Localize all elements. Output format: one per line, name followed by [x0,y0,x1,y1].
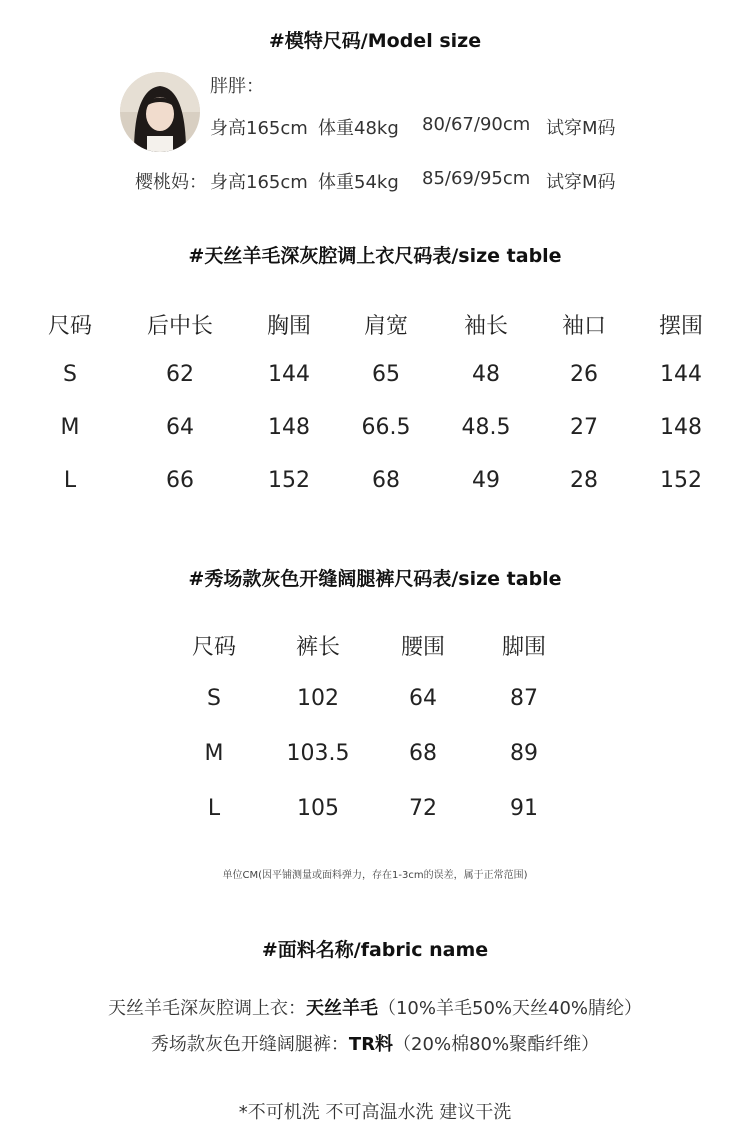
top-table-cell: 66 [166,468,194,493]
model1-size-tried: 试穿M码 [546,118,616,139]
fabric-heading: #面料名称/fabric name [261,939,489,961]
fabric-line-top [0,994,750,1020]
pants-table-cell: 87 [510,686,538,711]
pants-table-header-cell: 裤长 [295,635,340,660]
pants-table-cell: L [207,796,221,821]
fabric-top-label: 天丝羊毛深灰腔调上衣： [107,998,306,1019]
top-table-cell: 49 [472,468,500,493]
pants-table-header-cell: 尺码 [191,635,236,660]
pants-table-cell: 102 [297,686,339,711]
top-table-header-cell: 肩宽 [363,314,408,339]
fabric-top-composition: （10%羊毛50%天丝40%腈纶） [377,998,643,1019]
top-table-header-cell: 袖长 [463,314,508,339]
pants-table-cell: 103.5 [286,741,350,766]
top-table-cell: 28 [570,468,598,493]
top-table-header-cell: 摆围 [658,314,703,339]
top-table-cell: 68 [372,468,400,493]
pants-table-header-cell: 腰围 [400,635,445,660]
fabric-pants-composition: （20%棉80%聚酯纤维） [393,1034,600,1055]
top-table-cell: M [60,415,80,440]
top-table-cell: 27 [570,415,598,440]
top-table-header-cell: 胸围 [266,314,311,339]
measurement-note: 单位CM(因平铺测量或面料弹力，存在1-3cm的误差，属于正常范围) [222,870,528,881]
model-photo-icon [120,72,200,152]
top-table-cell: 66.5 [361,415,411,440]
model1-measurements: 80/67/90cm [422,114,531,135]
pants-table-header-cell: 脚围 [501,635,546,660]
top-table-cell: S [63,362,77,387]
top-size-table-heading: #天丝羊毛深灰腔调上衣尺码表/size table [188,245,562,267]
model2-size-tried: 试穿M码 [546,172,616,193]
fabric-top-name: 天丝羊毛 [305,998,378,1019]
fabric-line-pants [0,1030,750,1056]
top-table-cell: 144 [268,362,310,387]
pants-table-cell: 89 [510,741,538,766]
pants-table-cell: 64 [409,686,437,711]
pants-size-table-heading: #秀场款灰色开缝阔腿裤尺码表/size table [188,568,562,590]
top-table-cell: 148 [268,415,310,440]
model1-name: 胖胖： [210,76,264,97]
model-avatar [120,72,200,152]
top-table-cell: 26 [570,362,598,387]
model2-height: 身高165cm [210,172,308,193]
top-table-cell: 144 [660,362,702,387]
top-table-cell: 48 [472,362,500,387]
pants-table-cell: 105 [297,796,339,821]
top-table-header-cell: 袖口 [561,314,606,339]
model2-name: 樱桃妈： [135,172,207,193]
top-table-cell: 64 [166,415,194,440]
top-table-cell: 48.5 [461,415,511,440]
top-table-cell: 152 [268,468,310,493]
model1-height: 身高165cm [210,118,308,139]
top-table-header-cell: 尺码 [47,314,92,339]
pants-table-cell: 91 [510,796,538,821]
care-instructions: *不可机洗 不可高温水洗 建议干洗 [238,1102,512,1123]
fabric-pants-name: TR料 [348,1034,394,1055]
top-table-cell: 65 [372,362,400,387]
pants-table-cell: 68 [409,741,437,766]
top-table-cell: 152 [660,468,702,493]
model1-weight: 体重48kg [318,118,399,139]
top-table-cell: 62 [166,362,194,387]
pants-table-cell: 72 [409,796,437,821]
model2-measurements: 85/69/95cm [422,168,531,189]
model-size-heading: #模特尺码/Model size [268,30,482,52]
model2-weight: 体重54kg [318,172,399,193]
fabric-pants-label: 秀场款灰色开缝阔腿裤： [150,1034,349,1055]
pants-table-cell: S [207,686,221,711]
top-table-cell: L [63,468,77,493]
top-table-header-cell: 后中长 [146,314,213,339]
top-table-cell: 148 [660,415,702,440]
pants-table-cell: M [204,741,224,766]
